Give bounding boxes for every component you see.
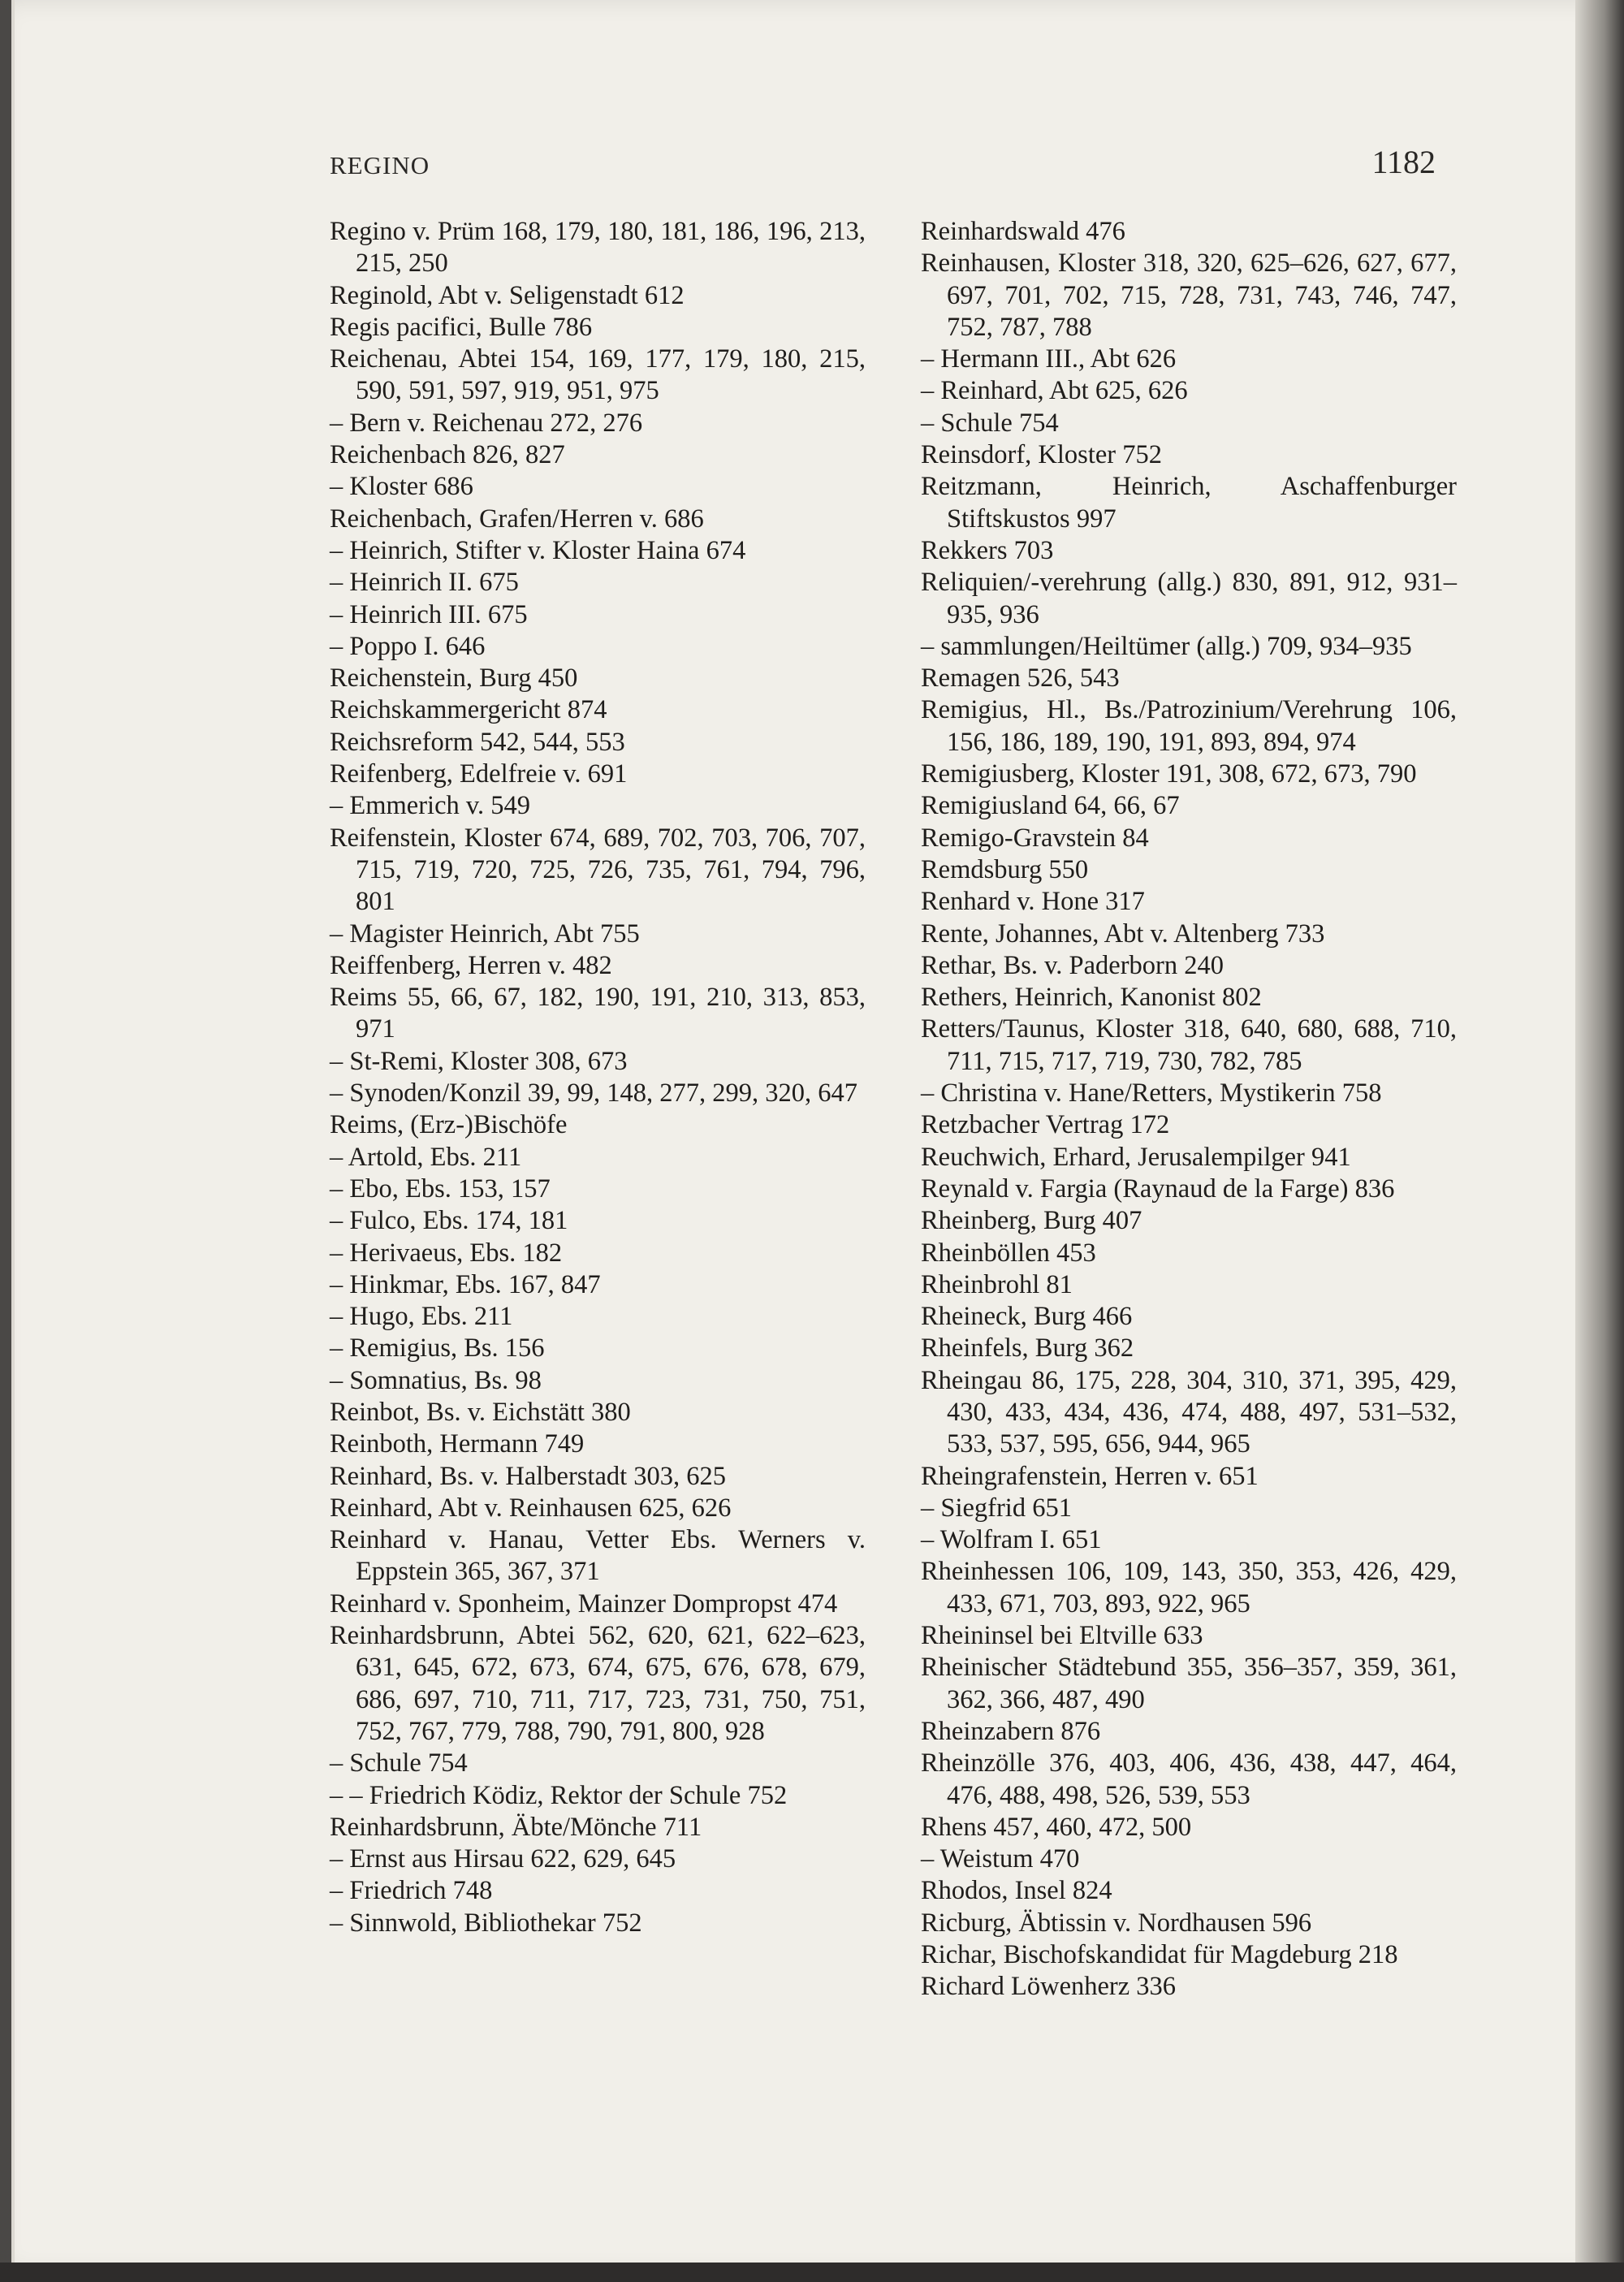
- index-entry: – Heinrich II. 675: [330, 568, 519, 598]
- index-entry: Reinhardsbrunn, Abtei 562, 620, 621, 622–623, 631, 645, 672, 673, 674, 675, 676, 678, 679, 686, 697, 710, 711, 717, 723, 731, 750, 751, 752, 767, 779, 788, 790, 791, 800, 928: [330, 1621, 866, 1746]
- index-entry: Reinhausen, Kloster 318, 320, 625–626, 627, 677, 697, 701, 702, 715, 728, 731, 743, 746, 747, 752, 787, 788: [921, 249, 1457, 342]
- index-entry: Reims, (Erz-)Bischöfe: [330, 1110, 568, 1140]
- index-entry: Reims 55, 66, 67, 182, 190, 191, 210, 313, 853, 971: [330, 983, 866, 1044]
- scan-edge: [1575, 0, 1624, 2282]
- index-entry: – sammlungen/Heiltümer (allg.) 709, 934–935: [921, 631, 1412, 661]
- index-entry: Reynald v. Fargia (Raynaud de la Farge) 836: [921, 1173, 1395, 1204]
- index-entry: – Bern v. Reichenau 272, 276: [330, 408, 643, 438]
- index-entry: Reinboth, Hermann 749: [330, 1429, 585, 1459]
- index-entry: Retters/Taunus, Kloster 318, 640, 680, 688, 710, 711, 715, 717, 719, 730, 782, 785: [921, 1014, 1457, 1076]
- index-entry: Remigius, Hl., Bs./Patrozinium/Verehrung 106, 156, 186, 189, 190, 191, 893, 894, 974: [921, 695, 1457, 757]
- index-column-left: [330, 216, 866, 1939]
- index-entry: Reinhard v. Sponheim, Mainzer Dompropst 474: [330, 1588, 838, 1619]
- index-entry: – Christina v. Hane/Retters, Mystikerin 758: [921, 1078, 1382, 1109]
- index-entry: Rhens 457, 460, 472, 500: [921, 1812, 1192, 1842]
- index-entry: Remagen 526, 543: [921, 663, 1120, 694]
- index-entry: Rheinböllen 453: [921, 1238, 1096, 1268]
- index-entry: Reichskammergericht 874: [330, 695, 607, 725]
- index-entry: – Weistum 470: [921, 1844, 1080, 1874]
- scan-bottom-strip: [0, 2263, 1624, 2282]
- index-entry: – Synoden/Konzil 39, 99, 148, 277, 299, 320, 647: [330, 1078, 857, 1109]
- index-entry: Reliquien/-verehrung (allg.) 830, 891, 912, 931–935, 936: [921, 568, 1457, 629]
- index-entry: Rheingau 86, 175, 228, 304, 310, 371, 395, 429, 430, 433, 434, 436, 474, 488, 497, 531–532, 533, 537, 595, 656, 944, 965: [921, 1365, 1457, 1459]
- index-entry: Reitzmann, Heinrich, Aschaffenburger Stiftskustos 997: [921, 472, 1457, 534]
- page-number: 1182: [1371, 144, 1436, 180]
- index-entry: – Siegfrid 651: [921, 1493, 1072, 1523]
- index-entry: – St-Remi, Kloster 308, 673: [330, 1046, 628, 1076]
- index-entry: – Hermann III., Abt 626: [921, 344, 1177, 374]
- index-entry: – Poppo I. 646: [330, 631, 486, 661]
- index-entry: Regis pacifici, Bulle 786: [330, 312, 593, 342]
- index-entry: Reichenbach 826, 827: [330, 440, 565, 470]
- index-entry: Rethers, Heinrich, Kanonist 802: [921, 983, 1262, 1013]
- index-entry: – Reinhard, Abt 625, 626: [921, 376, 1188, 406]
- index-entry: Rheinfels, Burg 362: [921, 1333, 1134, 1364]
- index-entry: Rheinhessen 106, 109, 143, 350, 353, 426, 429, 433, 671, 703, 893, 922, 965: [921, 1557, 1457, 1619]
- index-entry: – Heinrich, Stifter v. Kloster Haina 674: [330, 535, 746, 565]
- index-entry: – Hinkmar, Ebs. 167, 847: [330, 1269, 601, 1299]
- index-entry: Retzbacher Vertrag 172: [921, 1110, 1170, 1140]
- index-entry: Reichenau, Abtei 154, 169, 177, 179, 180, 215, 590, 591, 597, 919, 951, 975: [330, 344, 866, 406]
- index-entry: Renhard v. Hone 317: [921, 887, 1145, 917]
- index-entry: Rheineck, Burg 466: [921, 1302, 1133, 1332]
- index-entry: Reginold, Abt v. Seligenstadt 612: [330, 280, 685, 310]
- index-entry: – – Friedrich Ködiz, Rektor der Schule 752: [330, 1780, 788, 1810]
- index-entry: Remdsburg 550: [921, 854, 1089, 884]
- index-entry: Reinbot, Bs. v. Eichstätt 380: [330, 1397, 631, 1427]
- index-entry: Reinhard, Bs. v. Halberstadt 303, 625: [330, 1461, 727, 1491]
- index-entry: – Hugo, Ebs. 211: [330, 1302, 513, 1332]
- index-entry: – Kloster 686: [330, 472, 473, 502]
- book-page: [11, 0, 1616, 2274]
- index-entry: – Schule 754: [921, 408, 1059, 438]
- index-entry: Rheinzabern 876: [921, 1716, 1101, 1746]
- index-entry: – Wolfram I. 651: [921, 1525, 1102, 1555]
- index-entry: Rheinberg, Burg 407: [921, 1206, 1142, 1236]
- index-entry: Reichsreform 542, 544, 553: [330, 727, 625, 757]
- index-entry: – Heinrich III. 675: [330, 599, 528, 629]
- index-entry: Reinhard v. Hanau, Vetter Ebs. Werners v. Eppstein 365, 367, 371: [330, 1525, 866, 1587]
- index-entry: – Emmerich v. 549: [330, 791, 531, 821]
- index-entry: – Friedrich 748: [330, 1876, 493, 1906]
- index-entry: Remigiusland 64, 66, 67: [921, 791, 1180, 821]
- running-head: REGINO: [330, 151, 430, 179]
- index-entry: Reifenstein, Kloster 674, 689, 702, 703, 706, 707, 715, 719, 720, 725, 726, 735, 761, 794, 796, 801: [330, 823, 866, 917]
- index-entry: Rheingrafenstein, Herren v. 651: [921, 1461, 1259, 1491]
- index-entry: Reifenberg, Edelfreie v. 691: [330, 759, 628, 789]
- index-entry: – Sinnwold, Bibliothekar 752: [330, 1908, 642, 1938]
- index-entry: – Somnatius, Bs. 98: [330, 1365, 542, 1395]
- index-entry: Reinsdorf, Kloster 752: [921, 440, 1162, 470]
- index-entry: Reinhardsbrunn, Äbte/Mönche 711: [330, 1812, 702, 1842]
- index-entry: Remigo-Gravstein 84: [921, 823, 1149, 853]
- index-entry: – Ebo, Ebs. 153, 157: [330, 1173, 551, 1204]
- index-entry: – Artold, Ebs. 211: [330, 1142, 522, 1172]
- index-entry: Rheinischer Städtebund 355, 356–357, 359, 361, 362, 366, 487, 490: [921, 1653, 1457, 1714]
- index-entry: Richard Löwenherz 336: [921, 1972, 1177, 2002]
- index-entry: Rheinzölle 376, 403, 406, 436, 438, 447, 464, 476, 488, 498, 526, 539, 553: [921, 1748, 1457, 1810]
- index-entry: Richar, Bischofskandidat für Magdeburg 218: [921, 1940, 1398, 1970]
- index-entry: Ricburg, Äbtissin v. Nordhausen 596: [921, 1908, 1312, 1938]
- index-entry: Rheininsel bei Eltville 633: [921, 1621, 1203, 1651]
- index-entry: Reichenbach, Grafen/Herren v. 686: [330, 504, 704, 534]
- index-entry: – Fulco, Ebs. 174, 181: [330, 1206, 568, 1236]
- index-entry: Reichenstein, Burg 450: [330, 663, 578, 694]
- index-entry: – Ernst aus Hirsau 622, 629, 645: [330, 1844, 676, 1874]
- index-entry: Reiffenberg, Herren v. 482: [330, 950, 612, 980]
- index-entry: Remigiusberg, Kloster 191, 308, 672, 673, 790: [921, 759, 1417, 789]
- index-entry: Reinhard, Abt v. Reinhausen 625, 626: [330, 1493, 732, 1523]
- index-entry: Rethar, Bs. v. Paderborn 240: [921, 950, 1224, 980]
- index-entry: Reinhardswald 476: [921, 217, 1125, 246]
- index-entry: – Remigius, Bs. 156: [330, 1333, 545, 1364]
- index-entry: – Herivaeus, Ebs. 182: [330, 1238, 563, 1268]
- index-entry: Rente, Johannes, Abt v. Altenberg 733: [921, 918, 1325, 949]
- index-entry: – Schule 754: [330, 1748, 468, 1778]
- index-entry: – Magister Heinrich, Abt 755: [330, 918, 640, 949]
- index-entry: Regino v. Prüm 168, 179, 180, 181, 186, 196, 213, 215, 250: [330, 217, 866, 279]
- index-entry: Rekkers 703: [921, 535, 1054, 565]
- index-entry: Reuchwich, Erhard, Jerusalempilger 941: [921, 1142, 1351, 1172]
- index-column-right: [921, 216, 1457, 2003]
- index-entry: Rhodos, Insel 824: [921, 1876, 1112, 1906]
- index-entry: Rheinbrohl 81: [921, 1269, 1073, 1299]
